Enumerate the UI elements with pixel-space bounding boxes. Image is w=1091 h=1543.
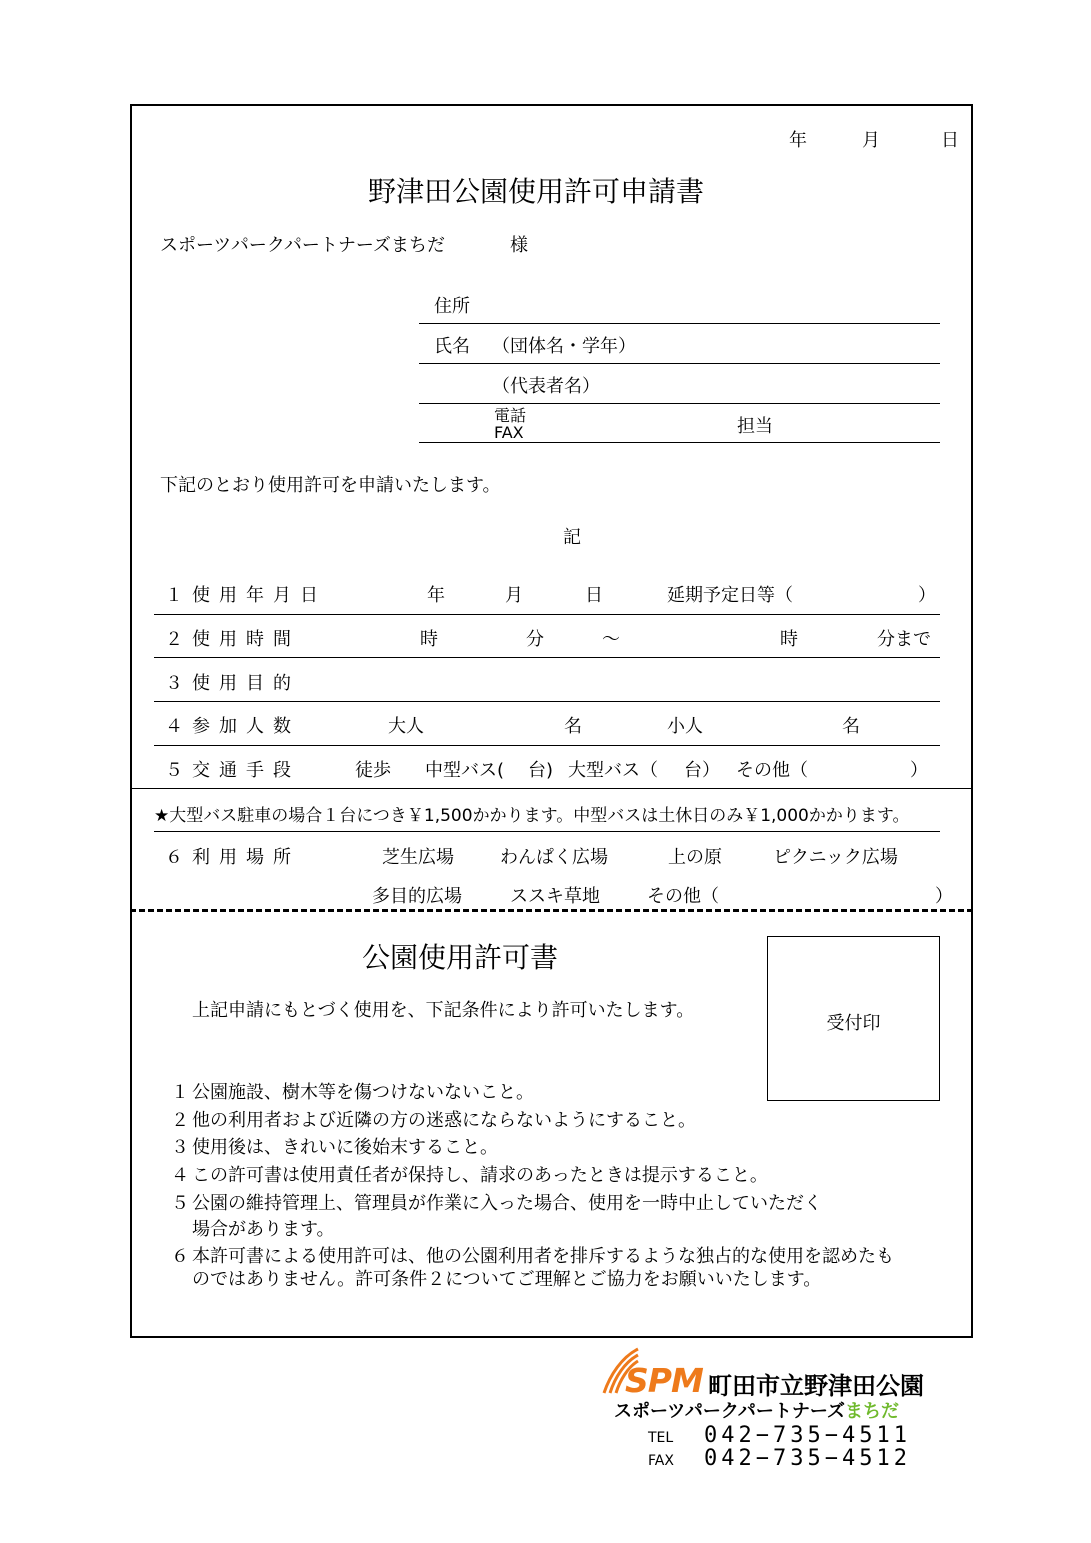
use-date-day: 日: [585, 585, 603, 606]
address-line: [419, 323, 940, 324]
org-name-main: スポーツパークパートナーズ: [614, 1401, 845, 1422]
transport-close: ）: [910, 760, 928, 781]
adult-unit: 名: [564, 716, 582, 737]
transport-walk: 徒歩: [355, 760, 391, 781]
addressee-honorific: 様: [510, 235, 528, 256]
condition-6-text-cont: のではありません。許可条件２についてご理解とご協力をお願いいたします。: [192, 1269, 822, 1290]
representative-label: （代表者名）: [492, 376, 600, 397]
group-label: （団体名・学年）: [492, 336, 636, 357]
place-close: ）: [935, 886, 953, 907]
row-line-2: [154, 657, 940, 658]
place-wanpaku: わんぱく広場: [500, 847, 608, 868]
permit-title: 公園使用許可書: [362, 941, 559, 974]
use-time-minute-end: 分まで: [877, 629, 931, 650]
reception-stamp-box: [767, 936, 940, 1101]
permit-intro: 上記申請にもとづく使用を、下記条件により許可いたします。: [192, 1000, 695, 1021]
condition-2-num: ２: [171, 1110, 189, 1131]
condition-6-text: 本許可書による使用許可は、他の公園利用者を排斥するような独占的な使用を認めたも: [192, 1246, 894, 1267]
place-label: ６利用場所: [165, 847, 300, 868]
fax-label: FAX: [494, 423, 524, 442]
tel-label: TEL: [648, 1430, 674, 1446]
adult-label: 大人: [388, 716, 424, 737]
condition-5-text-cont: 場合があります。: [192, 1219, 335, 1240]
use-date-label: １使用年月日: [165, 585, 327, 606]
row-line-3: [154, 701, 940, 702]
use-time-minute-start: 分: [526, 629, 544, 650]
postpone-label: 延期予定日等（: [667, 585, 793, 606]
park-name: 町田市立野津田公園: [708, 1372, 924, 1400]
org-name-accent: まちだ: [844, 1401, 899, 1422]
place-uenohara: 上の原: [668, 847, 722, 868]
row-line-4: [154, 745, 940, 746]
use-time-hour-start: 時: [420, 629, 438, 650]
header-year: 年: [789, 130, 807, 151]
use-time-tilde: ～: [602, 629, 620, 650]
form-title: 野津田公園使用許可申請書: [368, 175, 705, 208]
use-time-hour-end: 時: [780, 629, 798, 650]
use-date-month: 月: [505, 585, 523, 606]
place-susuki: ススキ草地: [510, 886, 600, 907]
condition-6-num: ６: [171, 1246, 189, 1267]
condition-3-text: 使用後は、きれいに後始末すること。: [192, 1137, 498, 1158]
fax-number: 042−735−4512: [704, 1446, 911, 1471]
purpose-label: ３使用目的: [165, 673, 300, 694]
transport-large-unit: 台）: [684, 760, 720, 781]
condition-5-text: 公園の維持管理上、管理員が作業に入った場合、使用を一時中止していただく: [192, 1193, 822, 1214]
postpone-close: ）: [918, 585, 936, 606]
phone-line: [419, 442, 940, 443]
condition-1-num: １: [171, 1082, 189, 1103]
spm-logo-text: SPM: [625, 1361, 703, 1400]
phone-label: 電話: [494, 406, 527, 425]
row-line-1: [154, 614, 940, 615]
child-label: 小人: [667, 716, 703, 737]
transport-mid-unit: 台): [528, 760, 554, 781]
condition-2-text: 他の利用者および近隣の方の迷惑にならないようにすること。: [192, 1110, 696, 1131]
cut-line: [130, 909, 973, 912]
tel-number: 042−735−4511: [704, 1423, 911, 1448]
request-text: 下記のとおり使用許可を申請いたします。: [160, 475, 501, 496]
condition-4-text: この許可書は使用責任者が保持し、請求のあったときは提示すること。: [192, 1165, 768, 1186]
reception-stamp-label: 受付印: [826, 1013, 881, 1034]
header-month: 月: [862, 130, 880, 151]
child-unit: 名: [842, 716, 860, 737]
use-date-year: 年: [427, 585, 445, 606]
place-other: その他（: [647, 886, 719, 907]
group-line: [419, 363, 940, 364]
participants-label: ４参加人数: [165, 716, 300, 737]
header-day: 日: [941, 130, 959, 151]
transport-mid-bus: 中型バス(: [425, 760, 505, 781]
ki-mark: 記: [563, 527, 581, 548]
transport-other: その他（: [736, 760, 808, 781]
row-line-5: [130, 788, 973, 789]
use-time-label: ２使用時間: [165, 629, 300, 650]
transport-large-bus: 大型バス（: [568, 760, 658, 781]
contact-label: 担当: [737, 416, 773, 437]
place-picnic: ピクニック広場: [773, 847, 898, 868]
place-lawn: 芝生広場: [382, 847, 454, 868]
condition-4-num: ４: [171, 1165, 189, 1186]
place-multi: 多目的広場: [372, 886, 462, 907]
condition-3-num: ３: [171, 1137, 189, 1158]
condition-5-num: ５: [171, 1193, 189, 1214]
name-label: 氏名: [434, 336, 470, 357]
condition-1-text: 公園施設、樹木等を傷つけないないこと。: [192, 1082, 534, 1103]
org-name: [614, 1397, 899, 1423]
bus-parking-note: ★大型バス駐車の場合１台につき￥1,500かかります。中型バスは土休日のみ￥1,000かかります。: [154, 806, 910, 826]
fax-label-footer: FAX: [648, 1453, 674, 1469]
addressee-name: スポーツパークパートナーズまちだ: [160, 235, 445, 256]
address-label: 住所: [434, 296, 470, 317]
row-line-6: [154, 831, 940, 832]
transport-label: ５交通手段: [165, 760, 300, 781]
